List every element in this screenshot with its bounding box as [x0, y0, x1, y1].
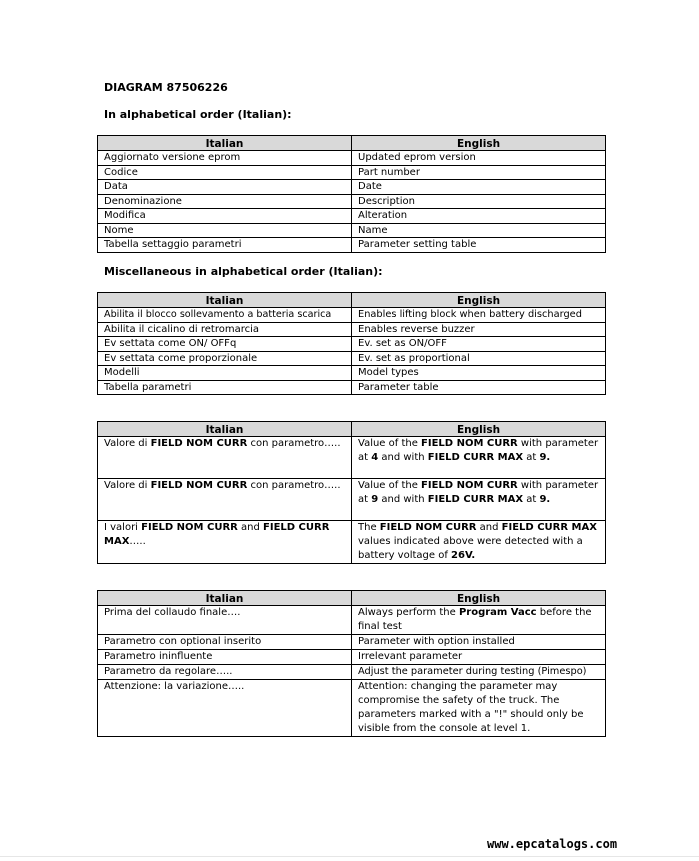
table-row	[98, 180, 606, 195]
text-segment: with parameter at	[358, 438, 599, 463]
cell-italian: Data	[98, 180, 352, 195]
cell-english: Date	[352, 180, 606, 195]
table-row	[98, 635, 606, 650]
cell-italian	[98, 606, 352, 635]
column-header-italian: Italian	[98, 293, 352, 308]
cell-italian: Aggiornato versione eprom	[98, 151, 352, 166]
bold-text-segment: 9.	[539, 452, 551, 463]
text-segment: values indicated above were detected with a battery voltage of	[358, 536, 583, 561]
table-header-row	[98, 293, 606, 308]
text-segment: I valori	[104, 522, 142, 533]
bold-text-segment: FIELD NOM CURR	[421, 438, 518, 449]
section2-heading: Miscellaneous in alphabetical order (Italian):	[104, 265, 383, 278]
text-segment: …..	[129, 536, 146, 547]
bold-text-segment: FIELD CURR MAX	[427, 494, 524, 505]
text-segment: con parametro…..	[247, 438, 341, 449]
text-segment: and with	[378, 494, 428, 505]
column-header-english: English	[352, 293, 606, 308]
table-row	[98, 165, 606, 180]
column-header-italian: Italian	[98, 591, 352, 606]
cell-english: Part number	[352, 165, 606, 180]
table-row	[98, 209, 606, 224]
cell-english: Alteration	[352, 209, 606, 224]
table-row	[98, 308, 606, 323]
bold-text-segment: Program Vacc	[458, 607, 537, 618]
bold-text-segment: FIELD NOM CURR	[421, 480, 518, 491]
cell-italian: Codice	[98, 165, 352, 180]
text-segment: Parameter with option installed	[358, 636, 515, 647]
cell-italian	[98, 437, 352, 479]
cell-english	[352, 665, 606, 680]
table-header-row	[98, 422, 606, 437]
text-segment: at	[523, 494, 540, 505]
bold-text-segment: 9.	[539, 494, 551, 505]
table-row	[98, 606, 606, 635]
text-segment: Prima del collaudo finale….	[104, 607, 241, 618]
text-segment: Adjust the parameter during testing (Pimespo)	[358, 666, 587, 677]
bold-text-segment: FIELD CURR MAX	[427, 452, 524, 463]
cell-english: Name	[352, 223, 606, 238]
table-row	[98, 665, 606, 680]
cell-italian: Tabella settaggio parametri	[98, 238, 352, 253]
cell-english: Model types	[352, 366, 606, 381]
text-segment: Parametro da regolare…..	[104, 666, 233, 677]
table-row	[98, 479, 606, 521]
table-header-row	[98, 591, 606, 606]
cell-english: Ev. set as ON/OFF	[352, 337, 606, 352]
table-row	[98, 194, 606, 209]
table-row	[98, 380, 606, 395]
table-row	[98, 238, 606, 253]
cell-italian: Ev settata come proporzionale	[98, 351, 352, 366]
glossary-table-2	[97, 292, 606, 395]
glossary-table-4	[97, 590, 606, 737]
table-row	[98, 351, 606, 366]
column-header-english: English	[352, 591, 606, 606]
page-title: DIAGRAM 87506226	[104, 81, 228, 94]
cell-english	[352, 521, 606, 564]
table-row	[98, 322, 606, 337]
bold-text-segment: FIELD NOM CURR	[141, 522, 238, 533]
text-segment: before the final test	[358, 607, 592, 632]
cell-english	[352, 650, 606, 665]
text-segment: Valore di	[104, 438, 151, 449]
table-row	[98, 366, 606, 381]
bold-text-segment: FIELD CURR MAX	[104, 522, 330, 547]
cell-italian: Tabella parametri	[98, 380, 352, 395]
cell-italian	[98, 650, 352, 665]
cell-italian: Modifica	[98, 209, 352, 224]
cell-english: Enables lifting block when battery discharged	[352, 308, 606, 323]
cell-english: Description	[352, 194, 606, 209]
cell-english: Parameter table	[352, 380, 606, 395]
bold-text-segment: 4	[371, 452, 379, 463]
table-header-row	[98, 136, 606, 151]
text-segment: Attention: changing the parameter may compromise the safety of the truck. The parameters marked with a "!" should only be visible from the console at level 1.	[358, 681, 584, 734]
cell-english: Updated eprom version	[352, 151, 606, 166]
cell-italian: Ev settata come ON/ OFFq	[98, 337, 352, 352]
table-row	[98, 650, 606, 665]
column-header-english: English	[352, 422, 606, 437]
cell-italian: Abilita il cicalino di retromarcia	[98, 322, 352, 337]
column-header-italian: Italian	[98, 422, 352, 437]
column-header-english: English	[352, 136, 606, 151]
text-segment: Irrelevant parameter	[358, 651, 463, 662]
text-segment: Always perform the	[358, 607, 459, 618]
cell-italian: Nome	[98, 223, 352, 238]
bold-text-segment: 9	[371, 494, 379, 505]
text-segment: Parametro con optional inserito	[104, 636, 262, 647]
cell-english: Parameter setting table	[352, 238, 606, 253]
watermark-url: www.epcatalogs.com	[487, 837, 618, 851]
text-segment: at	[523, 452, 540, 463]
section1-heading: In alphabetical order (Italian):	[104, 108, 292, 121]
cell-english: Ev. set as proportional	[352, 351, 606, 366]
cell-english: Enables reverse buzzer	[352, 322, 606, 337]
text-segment: Parametro ininfluente	[104, 651, 213, 662]
table-row	[98, 337, 606, 352]
bold-text-segment: 26V.	[451, 550, 476, 561]
bold-text-segment: FIELD NOM CURR	[379, 522, 477, 533]
cell-italian: Modelli	[98, 366, 352, 381]
table-row	[98, 521, 606, 564]
text-segment: Valore di	[104, 480, 151, 491]
text-segment: Value of the	[358, 480, 422, 491]
table-row	[98, 680, 606, 737]
cell-english	[352, 635, 606, 650]
text-segment: Attenzione: la variazione…..	[104, 681, 245, 692]
cell-english	[352, 437, 606, 479]
cell-italian	[98, 665, 352, 680]
text-segment: and	[237, 522, 264, 533]
cell-english	[352, 680, 606, 737]
cell-italian	[98, 521, 352, 564]
cell-italian	[98, 635, 352, 650]
text-segment: with parameter at	[358, 480, 599, 505]
page-bottom-edge	[0, 856, 699, 857]
cell-italian: Abilita il blocco sollevamento a batteria scarica	[98, 308, 352, 323]
text-segment: con parametro…..	[247, 480, 341, 491]
cell-english	[352, 606, 606, 635]
bold-text-segment: FIELD CURR MAX	[501, 522, 597, 533]
text-segment: and	[476, 522, 502, 533]
column-header-italian: Italian	[98, 136, 352, 151]
glossary-table-1	[97, 135, 606, 253]
table-row	[98, 151, 606, 166]
text-segment: The	[358, 522, 380, 533]
table-row	[98, 223, 606, 238]
text-segment: and with	[378, 452, 428, 463]
table-row	[98, 437, 606, 479]
cell-english	[352, 479, 606, 521]
bold-text-segment: FIELD NOM CURR	[150, 480, 248, 491]
cell-italian: Denominazione	[98, 194, 352, 209]
cell-italian	[98, 680, 352, 737]
bold-text-segment: FIELD NOM CURR	[150, 438, 248, 449]
text-segment: Value of the	[358, 438, 422, 449]
glossary-table-3	[97, 421, 606, 564]
cell-italian	[98, 479, 352, 521]
